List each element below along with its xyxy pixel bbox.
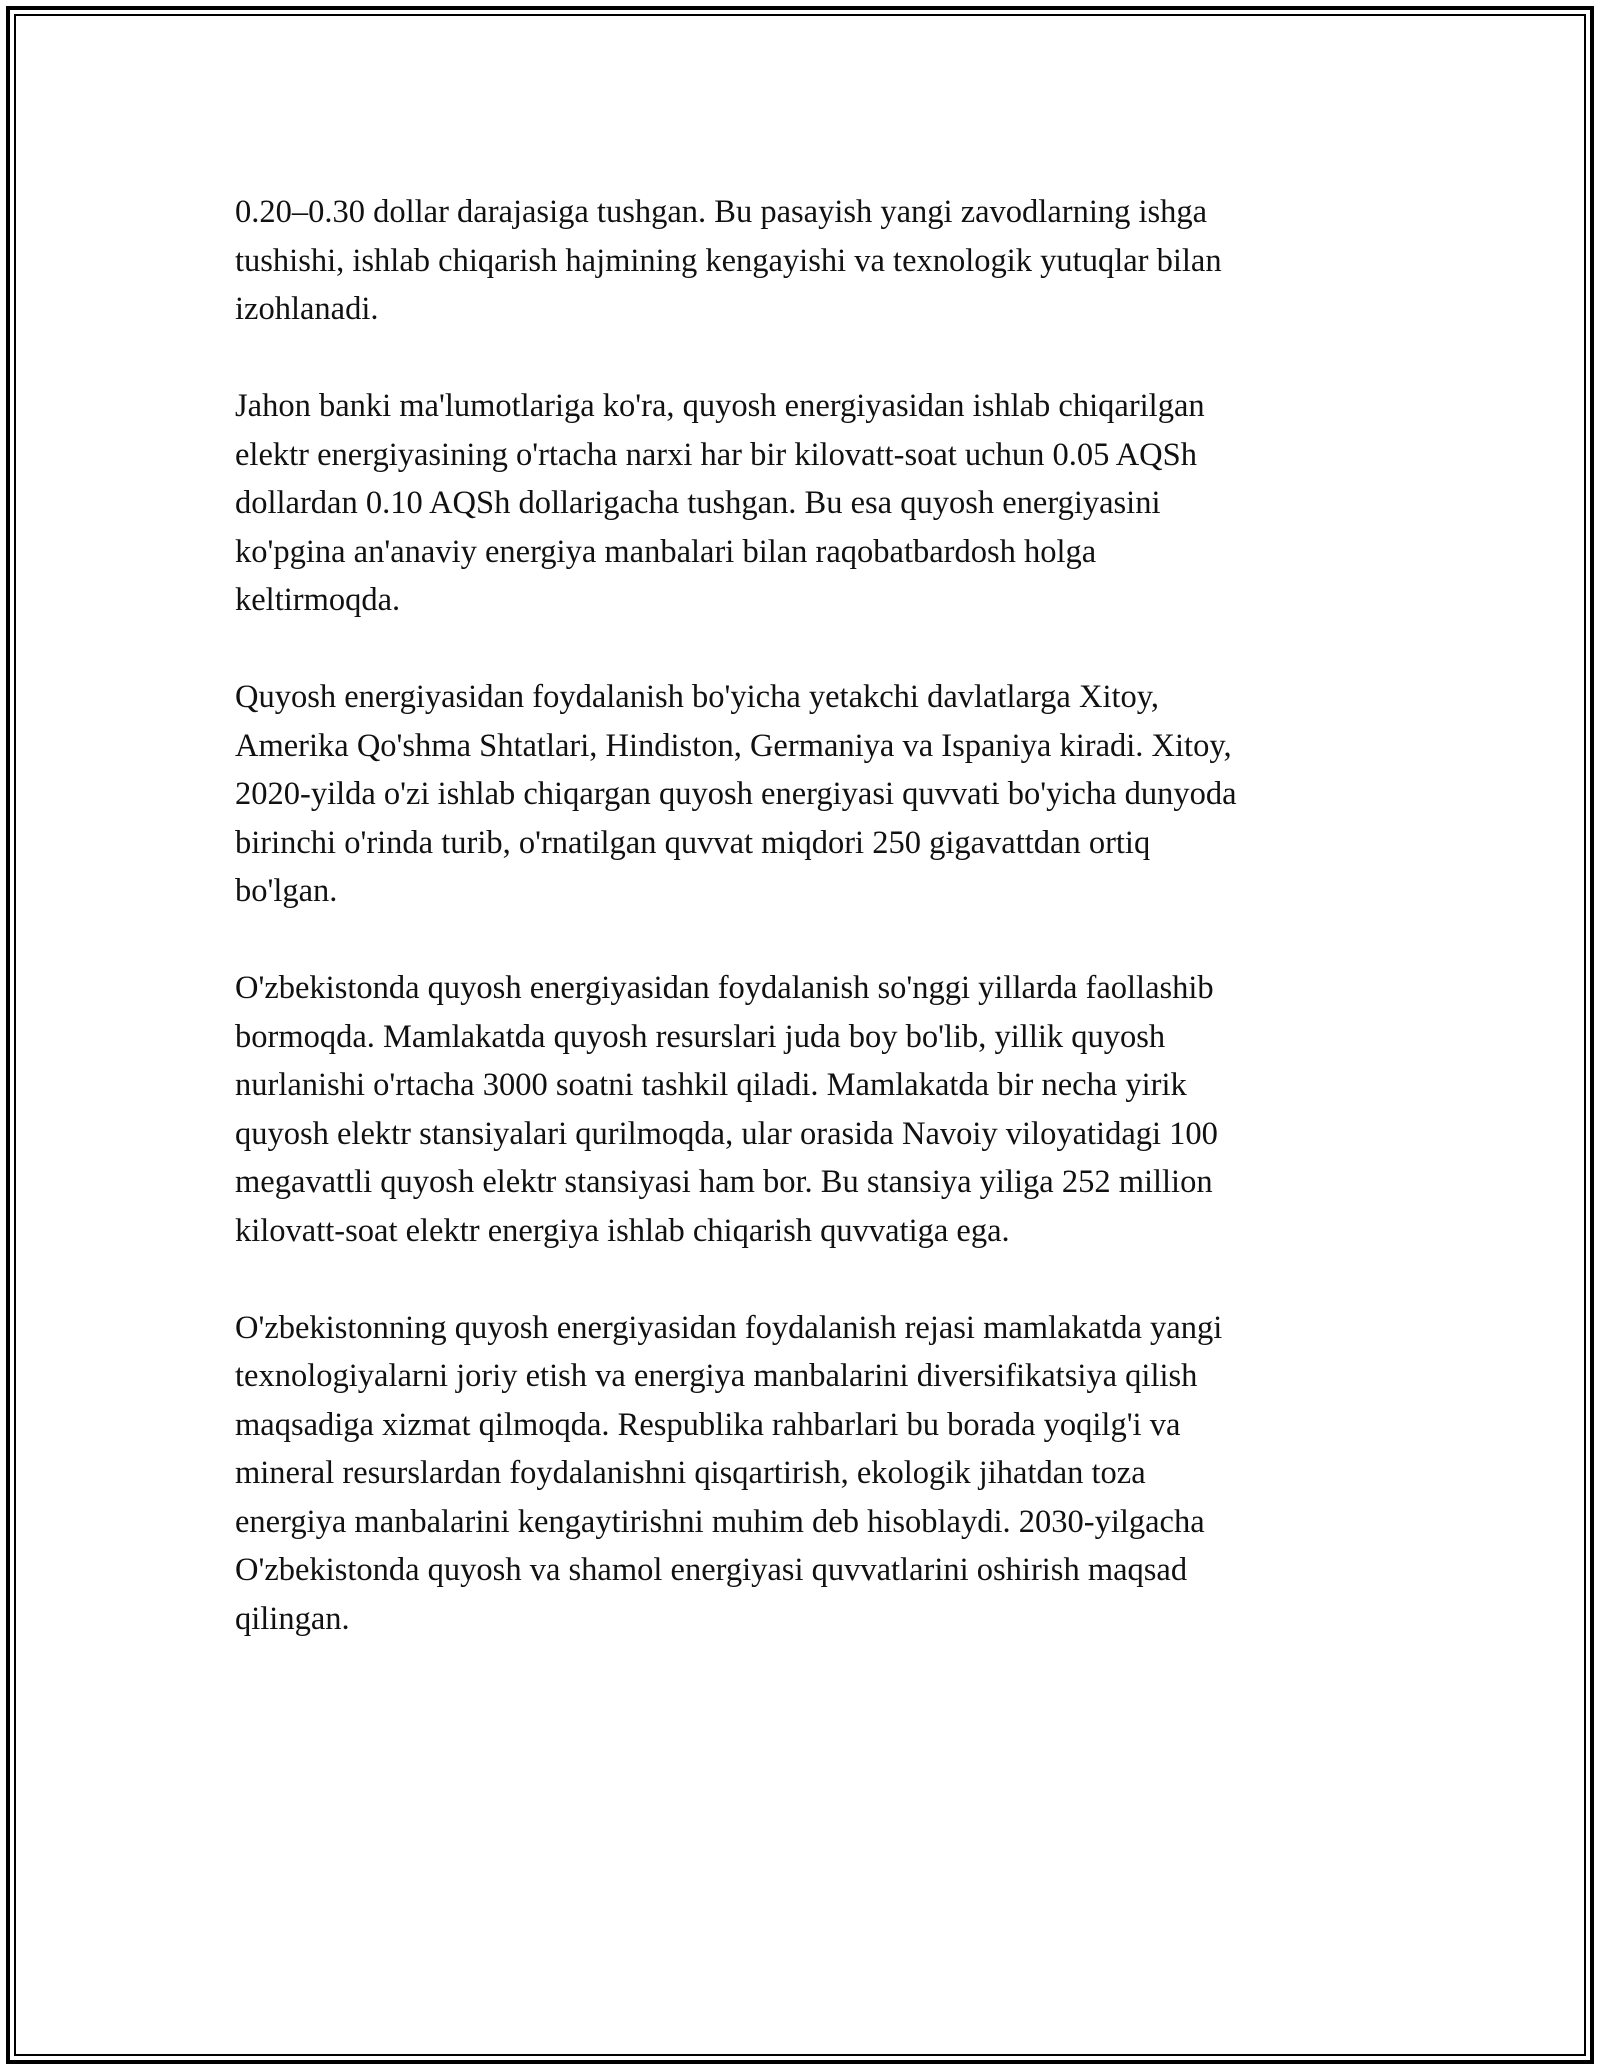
paragraph-uzbekistan-plan: O'zbekistonning quyosh energiyasidan foydalanish rejasi mamlakatda yangi texnologiyalarni joriy etish va energiya manbalarini diversifikatsiya qilish maqsadiga xizmat qilmoqda. Respublika rahbarlari bu borada yoqilg'i va mineral resurslardan foydalanishni qisqartirish, ekologik jihatdan toza energiya manbalarini kengaytirishni muhim deb hisoblaydi. 2030-yilgacha O'zbekistonda quyosh va shamol energiyasi quvvatlarini oshirish maqsad qilingan. [235,1309,1223,1637]
paragraph-leading-countries: Quyosh energiyasidan foydalanish bo'yicha yetakchi davlatlarga Xitoy, Amerika Qo'shma Shtatlari, Hindiston, Germaniya va Ispaniya kiradi. Xitoy, 2020-yilda o'zi ishlab chiqargan quyosh energiyasi quvvati bo'yicha dunyoda birinchi o'rinda turib, o'rnatilgan quvvat miqdori 250 gigavattdan ortiq bo'lgan. [235,679,1237,909]
paragraph-uzbekistan-solar: O'zbekistonda quyosh energiyasidan foydalanish so'nggi yillarda faollashib bormoqda. Mamlakatda quyosh resurslari juda boy bo'lib, yillik quyosh nurlanishi o'rtacha 3000 soatni tashkil qiladi. Mamlakatda bir necha yirik quyosh elektr stansiyalari qurilmoqda, ular orasida Navoiy viloyatidagi 100 megavattli quyosh elektr stansiyasi ham bor. Bu stansiya yiliga 252 million kilovatt-soat elektr energiya ishlab chiqarish quvvatiga ega. [235,970,1218,1249]
document-body [235,188,1385,1692]
paragraph-price-decline: 0.20–0.30 dollar darajasiga tushgan. Bu pasayish yangi zavodlarning ishga tushishi, ishlab chiqarish hajmining kengayishi va texnologik yutuqlar bilan izohlanadi. [235,194,1222,327]
paragraph-world-bank: Jahon banki ma'lumotlariga ko'ra, quyosh energiyasidan ishlab chiqarilgan elektr energiyasining o'rtacha narxi har bir kilovatt-soat uchun 0.05 AQSh dollardan 0.10 AQSh dollarigacha tushgan. Bu esa quyosh energiyasini ko'pgina an'anaviy energiya manbalari bilan raqobatbardosh holga keltirmoqda. [235,388,1205,618]
